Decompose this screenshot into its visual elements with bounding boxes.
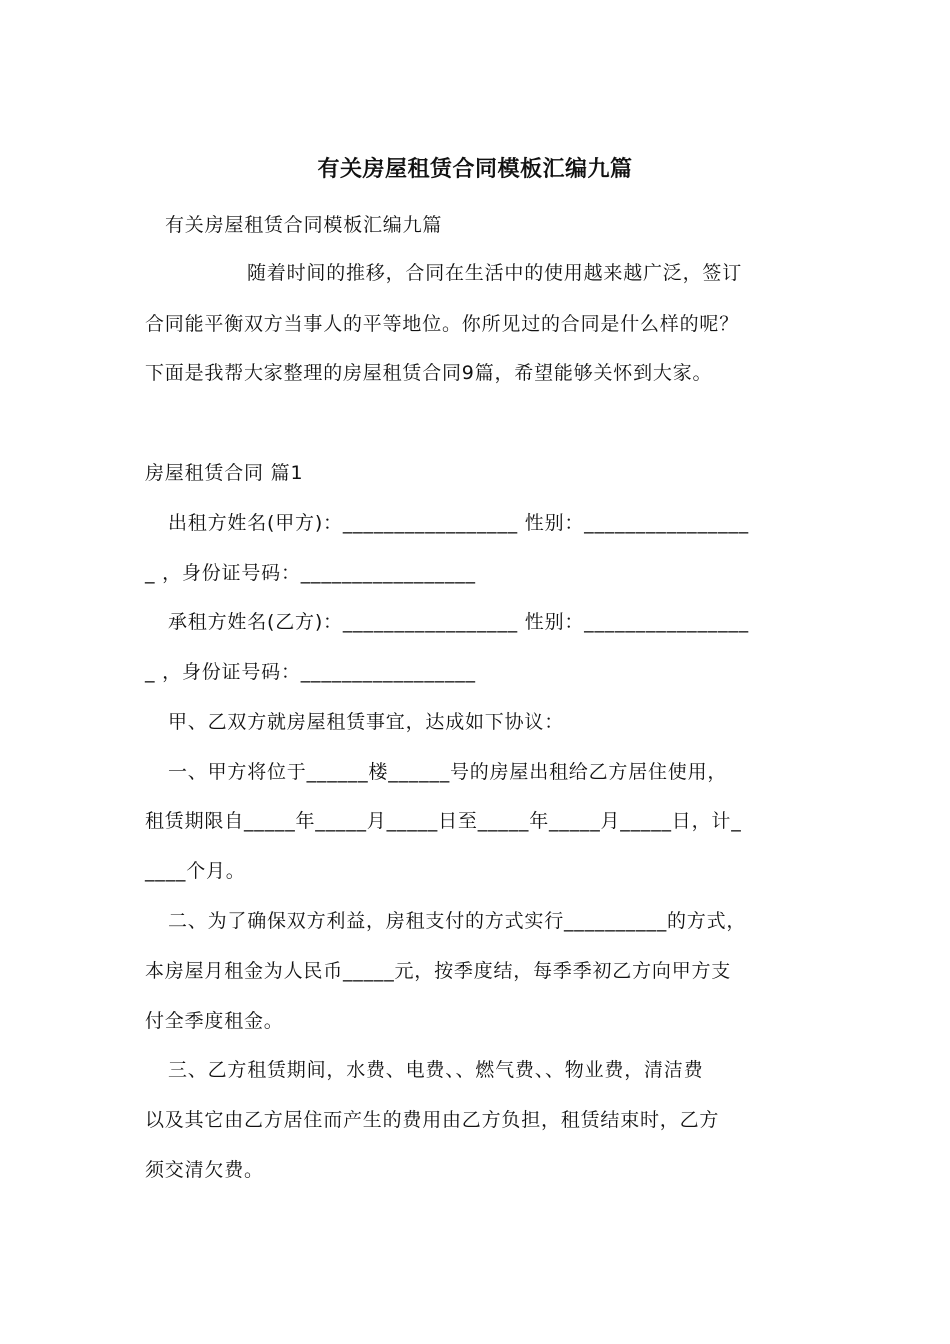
- clause-3-line-1: 三、乙方租赁期间，水费、电费、、燃气费、、物业费，清洁费: [168, 1059, 704, 1081]
- clause-2-line-3: 付全季度租金。: [145, 1010, 284, 1032]
- intro-line-2: 合同能平衡双方当事人的平等地位。你所见过的合同是什么样的呢？: [145, 313, 740, 335]
- clause-2-line-1: 二、为了确保双方利益，房租支付的方式实行__________的方式，: [168, 910, 747, 932]
- clause-1-line-3: ____个月。: [145, 860, 246, 882]
- subtitle-line: 有关房屋租赁合同模板汇编九篇: [165, 214, 443, 236]
- intro-line-1: 随着时间的推移，合同在生活中的使用越来越广泛，签订: [247, 262, 743, 284]
- section-heading: 房屋租赁合同 篇1: [145, 462, 304, 484]
- clause-1-line-1: 一、甲方将位于______楼______号的房屋出租给乙方居住使用，: [168, 761, 728, 783]
- document-title: 有关房屋租赁合同模板汇编九篇: [317, 157, 633, 182]
- clause-2-line-2: 本房屋月租金为人民币_____元，按季度结，每季季初乙方向甲方支: [145, 960, 732, 982]
- clause-1-line-2: 租赁期限自_____年_____月_____日至_____年_____月_____日，计_: [145, 810, 742, 832]
- clause-3-line-3: 须交清欠费。: [145, 1159, 264, 1181]
- lessee-info-line: 承租方姓名(乙方)：_________________ 性别：________________: [168, 611, 749, 633]
- lessor-info-line: 出租方姓名(甲方)：_________________ 性别：________________: [168, 512, 749, 534]
- agreement-intro-line: 甲、乙双方就房屋租赁事宜，达成如下协议：: [168, 711, 565, 733]
- clause-3-line-2: 以及其它由乙方居住而产生的费用由乙方负担，租赁结束时，乙方: [145, 1109, 720, 1131]
- lessor-id-line: _ ，身份证号码：_________________: [145, 562, 476, 584]
- intro-line-3: 下面是我帮大家整理的房屋租赁合同9篇，希望能够关怀到大家。: [145, 362, 713, 384]
- lessee-id-line: _ ，身份证号码：_________________: [145, 661, 476, 683]
